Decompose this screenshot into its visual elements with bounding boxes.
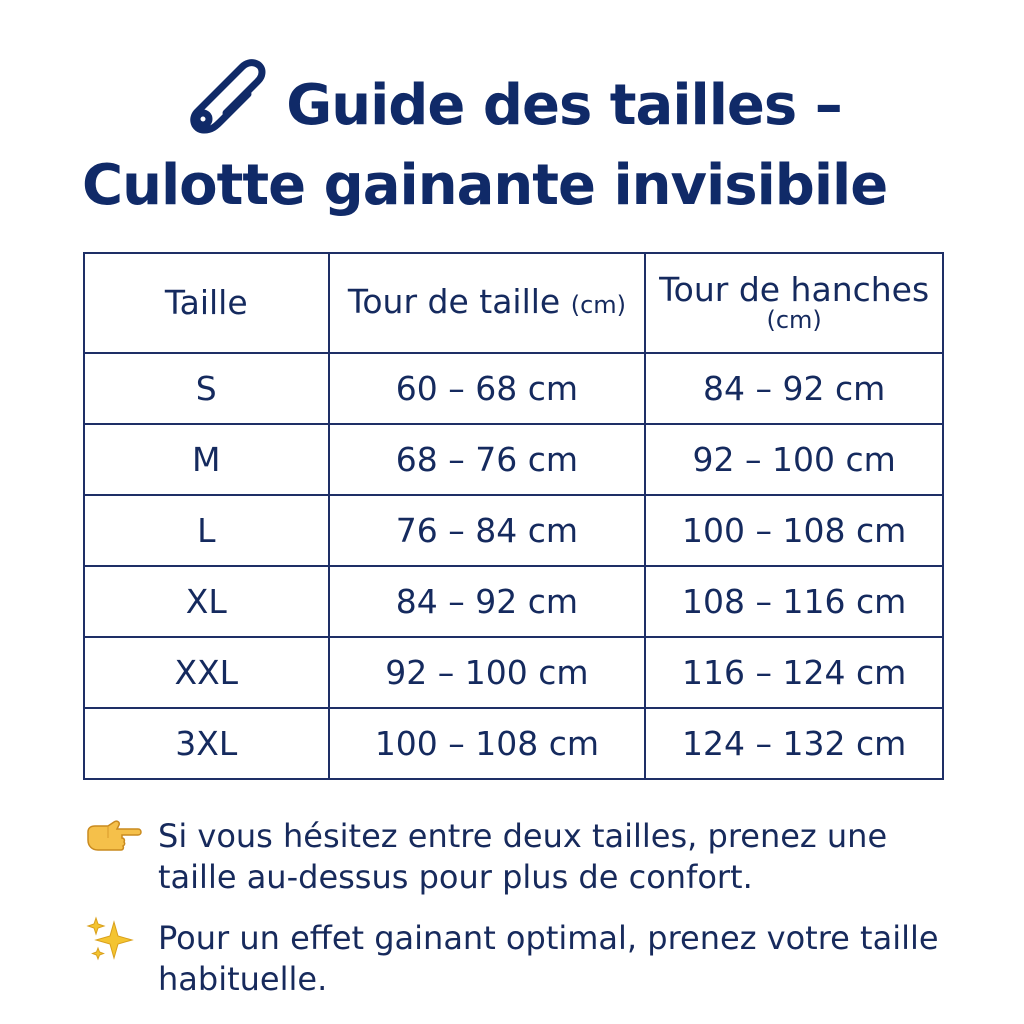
table-row: [84, 353, 943, 424]
header-hips: [645, 253, 943, 353]
cell-hips: 116 – 124 cm: [645, 637, 943, 708]
title-line-2: Culotte gainante invisibile: [82, 153, 888, 218]
cell-size: 3XL: [84, 708, 329, 779]
note-item: [84, 816, 944, 898]
cell-hips: 108 – 116 cm: [645, 566, 943, 637]
table-row: [84, 637, 943, 708]
note-text: Si vous hésitez entre deux tailles, prenez une taille au-dessus pour plus de confort.: [158, 817, 888, 896]
cell-size: XL: [84, 566, 329, 637]
table-header-row: [84, 253, 943, 353]
table-row: [84, 566, 943, 637]
size-table: [83, 252, 944, 780]
cell-size: S: [84, 353, 329, 424]
cell-size: L: [84, 495, 329, 566]
pointing-hand-icon: [84, 816, 158, 860]
cell-waist: 68 – 76 cm: [329, 424, 646, 495]
cell-waist: 100 – 108 cm: [329, 708, 646, 779]
note-text: Pour un effet gainant optimal, prenez votre taille habituelle.: [158, 919, 939, 998]
sparkles-icon: [84, 918, 158, 962]
header-waist-label: Tour de taille: [347, 281, 561, 321]
cell-hips: 100 – 108 cm: [645, 495, 943, 566]
page-title: [0, 52, 1024, 226]
cell-hips: 92 – 100 cm: [645, 424, 943, 495]
header-waist: [329, 253, 646, 353]
header-size: Taille: [84, 253, 329, 353]
cell-hips: 124 – 132 cm: [645, 708, 943, 779]
header-hips-label: Tour de hanches: [659, 270, 930, 309]
table-row: [84, 708, 943, 779]
cell-size: XXL: [84, 637, 329, 708]
cell-waist: 76 – 84 cm: [329, 495, 646, 566]
notes-section: [84, 816, 944, 1020]
title-line-1-text: Guide des tailles –: [286, 73, 842, 138]
cell-waist: 60 – 68 cm: [329, 353, 646, 424]
note-item: [84, 918, 944, 1000]
header-waist-unit: (cm): [570, 290, 627, 319]
safety-pin-icon: [182, 52, 272, 142]
cell-waist: 92 – 100 cm: [329, 637, 646, 708]
table-row: [84, 495, 943, 566]
table-row: [84, 424, 943, 495]
cell-size: M: [84, 424, 329, 495]
cell-hips: 84 – 92 cm: [645, 353, 943, 424]
cell-waist: 84 – 92 cm: [329, 566, 646, 637]
title-line-1: [0, 52, 1024, 146]
header-hips-unit: (cm): [766, 306, 822, 334]
